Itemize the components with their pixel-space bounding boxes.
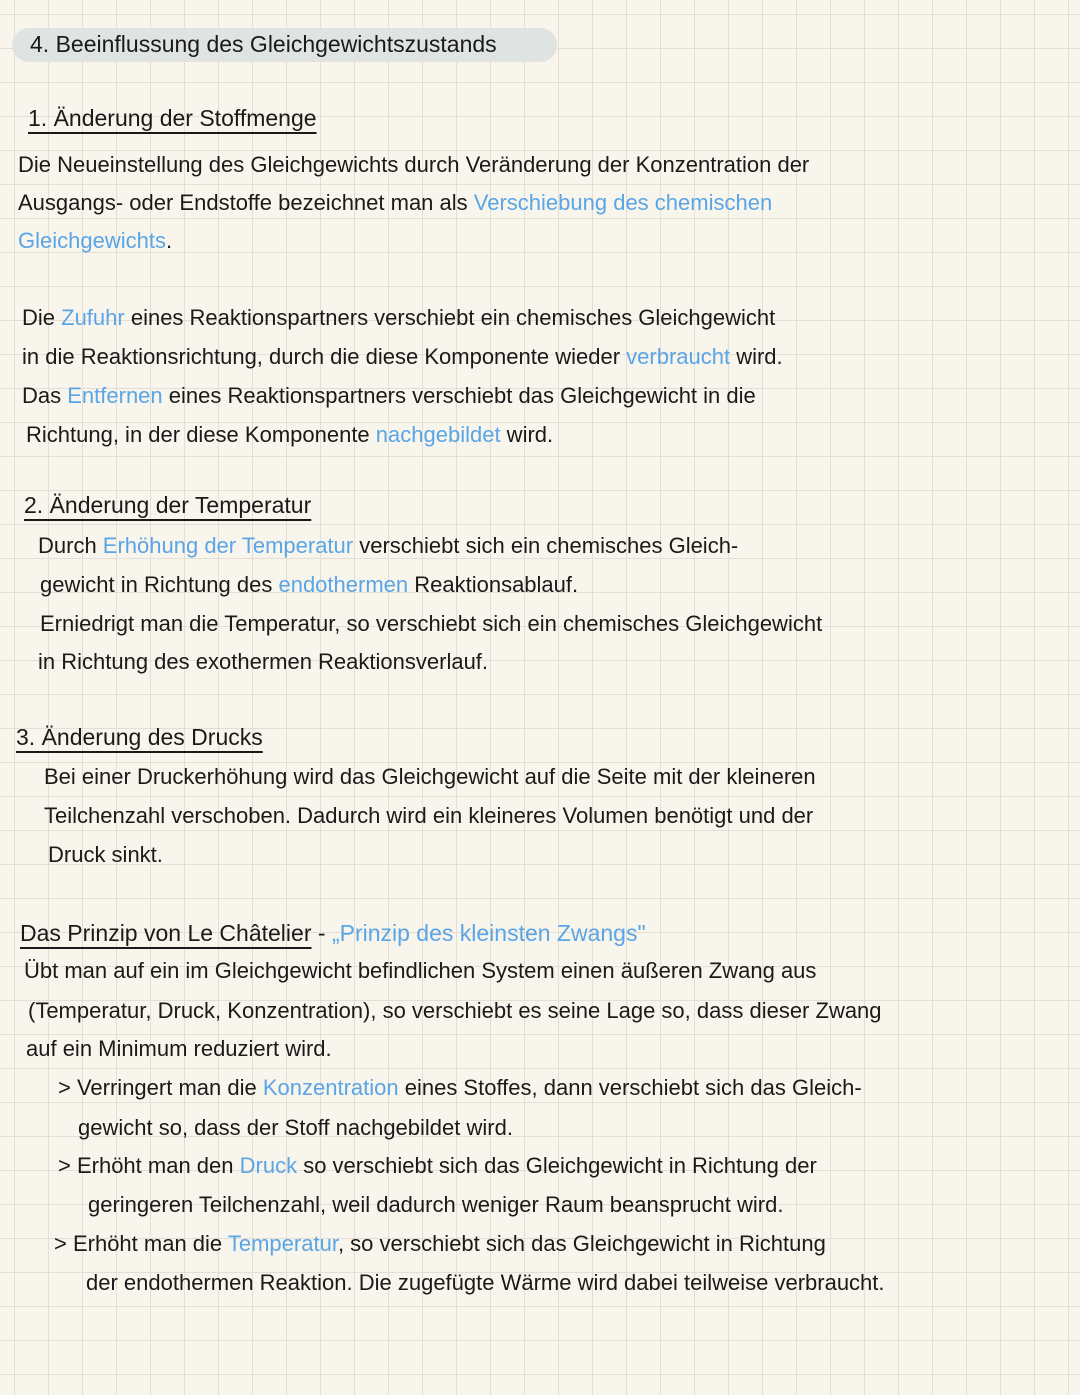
text-segment: in die Reaktionsrichtung, durch die diese Komponente wieder <box>22 344 627 369</box>
section-heading <box>16 722 263 752</box>
text-line <box>88 1190 783 1220</box>
highlighted-term: endothermen <box>278 572 409 597</box>
text-line <box>18 188 772 218</box>
text-line <box>44 762 816 792</box>
text-segment: in Richtung des exothermen Reaktionsverlauf. <box>38 649 489 674</box>
section-heading <box>24 490 311 520</box>
text-line <box>58 1073 862 1103</box>
text-segment: Erniedrigt man die Temperatur, so verschiebt sich ein chemisches Gleichgewicht <box>40 611 823 636</box>
text-line <box>38 531 738 561</box>
text-line <box>26 420 553 450</box>
text-segment: wird. <box>730 344 783 369</box>
page-title: 4. Beeinflussung des Gleichgewichtszustands <box>30 31 497 57</box>
highlighted-term: nachgebildet <box>375 422 501 447</box>
text-line <box>44 801 813 831</box>
text-segment: gewicht so, dass der Stoff nachgebildet wird. <box>78 1115 513 1140</box>
text-line <box>18 150 809 180</box>
text-line <box>18 226 172 256</box>
text-line <box>48 840 163 870</box>
section-heading <box>20 918 646 948</box>
highlighted-term: Druck <box>239 1153 298 1178</box>
text-segment: Druck sinkt. <box>48 842 163 867</box>
text-segment: Bei einer Druckerhöhung wird das Gleichgewicht auf die Seite mit der kleineren <box>44 764 816 789</box>
text-line <box>22 303 775 333</box>
highlighted-term: verbraucht <box>626 344 731 369</box>
text-segment: > Erhöht man die <box>54 1231 228 1256</box>
text-segment: Das <box>22 383 68 408</box>
text-segment: Die Neueinstellung des Gleichgewichts durch Veränderung der Konzentration der <box>18 152 810 177</box>
text-segment: eines Stoffes, dann verschiebt sich das Gleich- <box>398 1075 862 1100</box>
text-segment: verschiebt sich ein chemisches Gleich- <box>353 533 739 558</box>
text-segment: geringeren Teilchenzahl, weil dadurch weniger Raum beansprucht wird. <box>88 1192 784 1217</box>
text-segment: eines Reaktionspartners verschiebt das Gleichgewicht in die <box>162 383 756 408</box>
text-line <box>22 342 783 372</box>
text-segment: 1. Änderung der Stoffmenge <box>28 105 317 131</box>
text-segment: wird. <box>500 422 554 447</box>
text-segment: Übt man auf ein im Gleichgewicht befindlichen System einen äußeren Zwang aus <box>24 958 817 983</box>
text-segment: Reaktionsablauf. <box>408 572 579 597</box>
text-line <box>22 381 756 411</box>
text-segment: eines Reaktionspartners verschiebt ein chemisches Gleichgewicht <box>124 305 776 330</box>
highlighted-term: Zufuhr <box>61 305 125 330</box>
text-segment: > Verringert man die <box>58 1075 263 1100</box>
text-segment: auf ein Minimum reduziert wird. <box>26 1036 332 1061</box>
text-segment: . <box>165 228 173 253</box>
text-segment: Teilchenzahl verschoben. Dadurch wird ein kleineres Volumen benötigt und der <box>44 803 814 828</box>
text-segment: , so verschiebt sich das Gleichgewicht in Richtung <box>337 1231 826 1256</box>
text-segment: Das Prinzip von Le Châtelier <box>20 920 312 946</box>
text-line <box>54 1229 826 1259</box>
text-segment: gewicht in Richtung des <box>40 572 279 597</box>
text-segment: Richtung, in der diese Komponente <box>26 422 376 447</box>
text-segment: 3. Änderung des Drucks <box>16 724 263 750</box>
text-line <box>26 1034 332 1064</box>
text-line <box>58 1151 817 1181</box>
section-heading <box>28 103 317 133</box>
text-line <box>40 570 578 600</box>
text-line <box>24 956 816 986</box>
text-line <box>86 1268 885 1298</box>
text-line <box>40 609 822 639</box>
highlighted-term: Verschiebung des chemischen <box>473 190 773 215</box>
text-segment: (Temperatur, Druck, Konzentration), so verschiebt es seine Lage so, dass dieser Zwang <box>28 998 882 1023</box>
highlighted-term: Erhöhung der Temperatur <box>102 533 354 558</box>
text-line <box>28 996 882 1026</box>
text-line <box>78 1113 513 1143</box>
highlighted-term: Gleichgewichts <box>18 228 166 253</box>
text-segment: so verschiebt sich das Gleichgewicht in Richtung der <box>297 1153 817 1178</box>
text-segment: der endothermen Reaktion. Die zugefügte Wärme wird dabei teilweise verbraucht. <box>86 1270 885 1295</box>
text-segment: > Erhöht man den <box>58 1153 240 1178</box>
text-line <box>38 647 488 677</box>
text-segment: 2. Änderung der Temperatur <box>24 492 312 518</box>
highlighted-term: „Prinzip des kleinsten Zwangs" <box>331 920 646 946</box>
highlighted-term: Entfernen <box>67 383 163 408</box>
highlighted-term: Konzentration <box>262 1075 399 1100</box>
highlighted-term: Temperatur <box>227 1231 338 1256</box>
text-segment: Die <box>22 305 62 330</box>
text-segment: Durch <box>38 533 103 558</box>
text-segment: - <box>311 920 332 946</box>
text-segment: Ausgangs- oder Endstoffe bezeichnet man als <box>18 190 474 215</box>
